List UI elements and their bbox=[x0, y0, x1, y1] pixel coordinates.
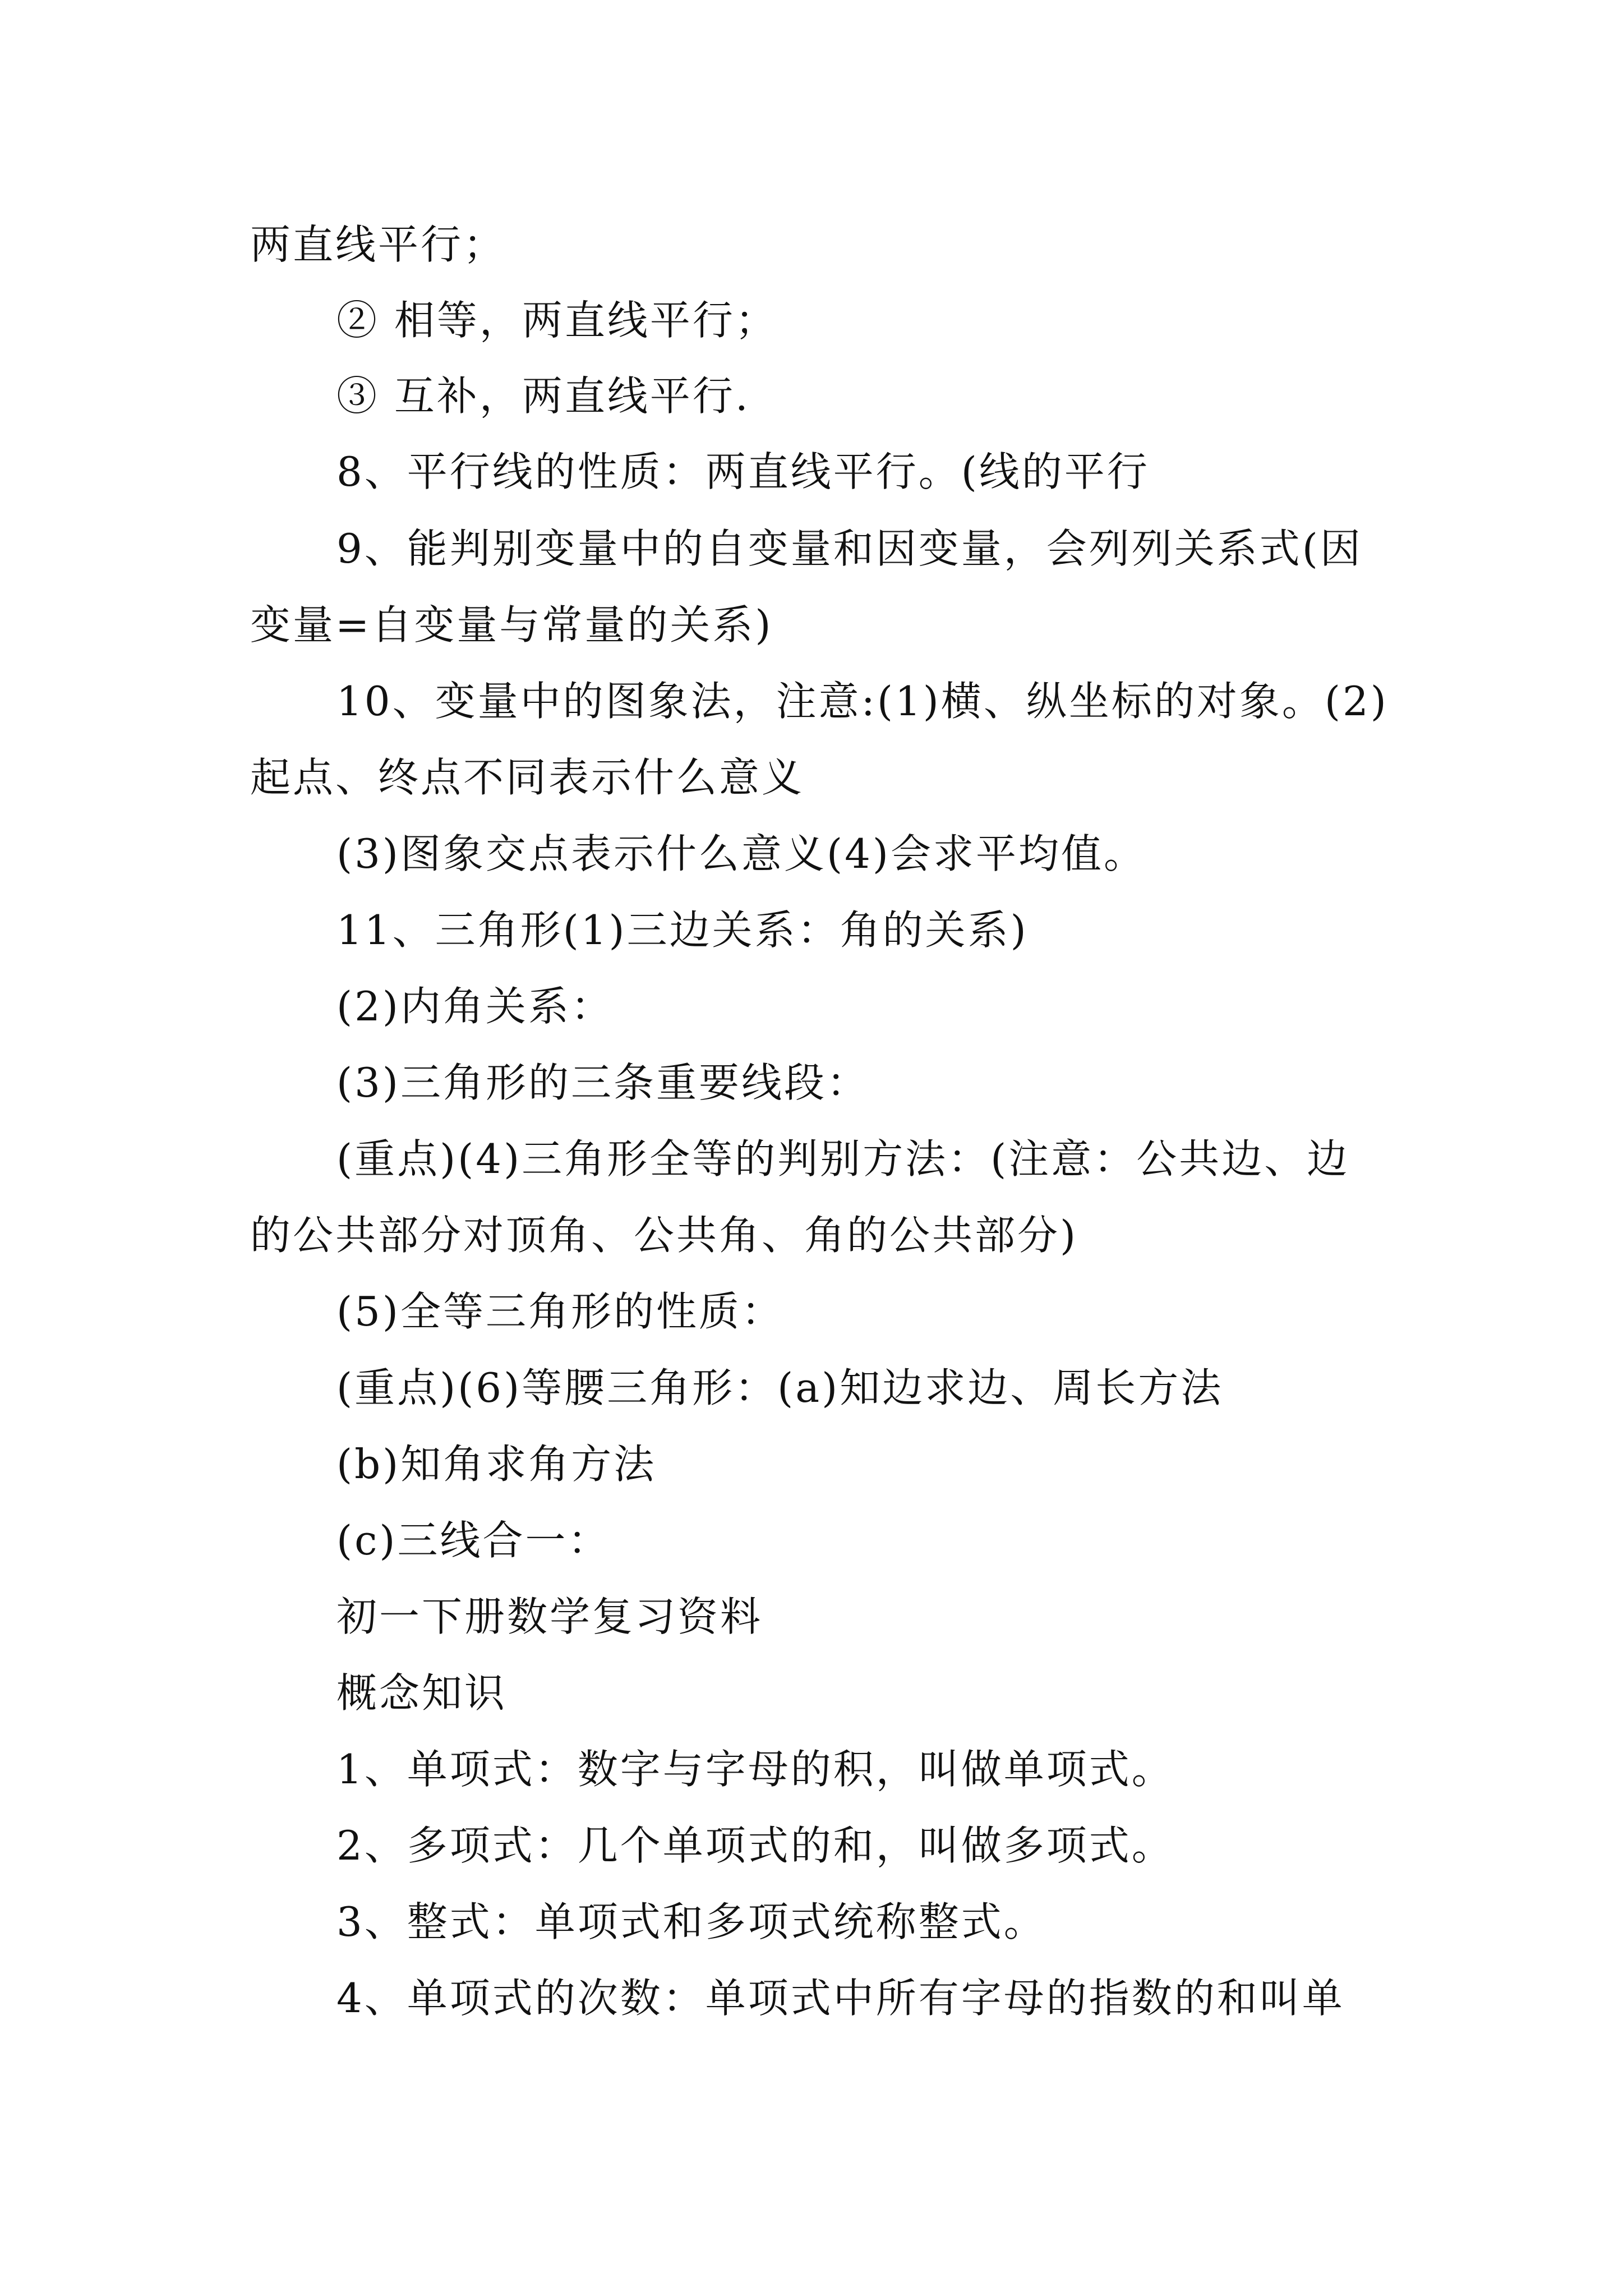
text-line-integral-expression: 3、整式：单项式和多项式统称整式。 bbox=[336, 1898, 1046, 1945]
section-heading-concepts: 概念知识 bbox=[336, 1669, 508, 1717]
text-line-isosceles-triangle: (重点)(6)等腰三角形：(a)知边求边、周长方法 bbox=[336, 1364, 1224, 1411]
text-line-item-8-parallel-properties: 8、平行线的性质：两直线平行。(线的平行 bbox=[336, 448, 1150, 495]
text-line-item-10-graph-method: 10、变量中的图象法，注意:(1)横、纵坐标的对象。(2) bbox=[336, 678, 1389, 725]
text-line-polynomial: 2、多项式：几个单项式的和，叫做多项式。 bbox=[336, 1822, 1174, 1869]
text-line-item-9-variables: 9、能判别变量中的自变量和因变量，会列列关系式(因 bbox=[336, 525, 1363, 572]
text-line-item-3-supplementary: ③ 互补，两直线平行. bbox=[336, 372, 750, 420]
text-line-continuation-parallel-lines: 两直线平行； bbox=[250, 221, 506, 268]
text-line-congruence-criteria: (重点)(4)三角形全等的判别方法：(注意：公共边、边 bbox=[336, 1135, 1350, 1182]
text-line-item-11-triangle: 11、三角形(1)三边关系：角的关系) bbox=[336, 907, 1029, 954]
text-line-monomial-degree: 4、单项式的次数：单项式中所有字母的指数的和叫单 bbox=[336, 1975, 1345, 2022]
text-line-three-lines-coincide: (c)三线合一： bbox=[336, 1517, 611, 1564]
text-line-congruence-continuation: 的公共部分对顶角、公共角、角的公共部分) bbox=[250, 1212, 1078, 1259]
text-line-monomial: 1、单项式：数字与字母的积，叫做单项式。 bbox=[336, 1746, 1174, 1793]
text-line-interior-angles: (2)内角关系： bbox=[336, 983, 614, 1030]
text-line-item-2-equal-angles: ② 相等，两直线平行； bbox=[336, 297, 778, 344]
text-line-isosceles-angles: (b)知角求角方法 bbox=[336, 1441, 657, 1488]
section-heading-review-material: 初一下册数学复习资料 bbox=[336, 1593, 763, 1640]
text-line-item-9-continuation: 变量=自变量与常量的关系) bbox=[250, 601, 773, 648]
text-line-congruent-properties: (5)全等三角形的性质： bbox=[336, 1288, 784, 1335]
text-line-item-10-continuation: 起点、终点不同表示什么意义 bbox=[250, 754, 805, 801]
text-line-important-segments: (3)三角形的三条重要线段： bbox=[336, 1059, 869, 1106]
text-line-item-10-points-3-4: (3)图象交点表示什么意义(4)会求平均值。 bbox=[336, 830, 1146, 877]
